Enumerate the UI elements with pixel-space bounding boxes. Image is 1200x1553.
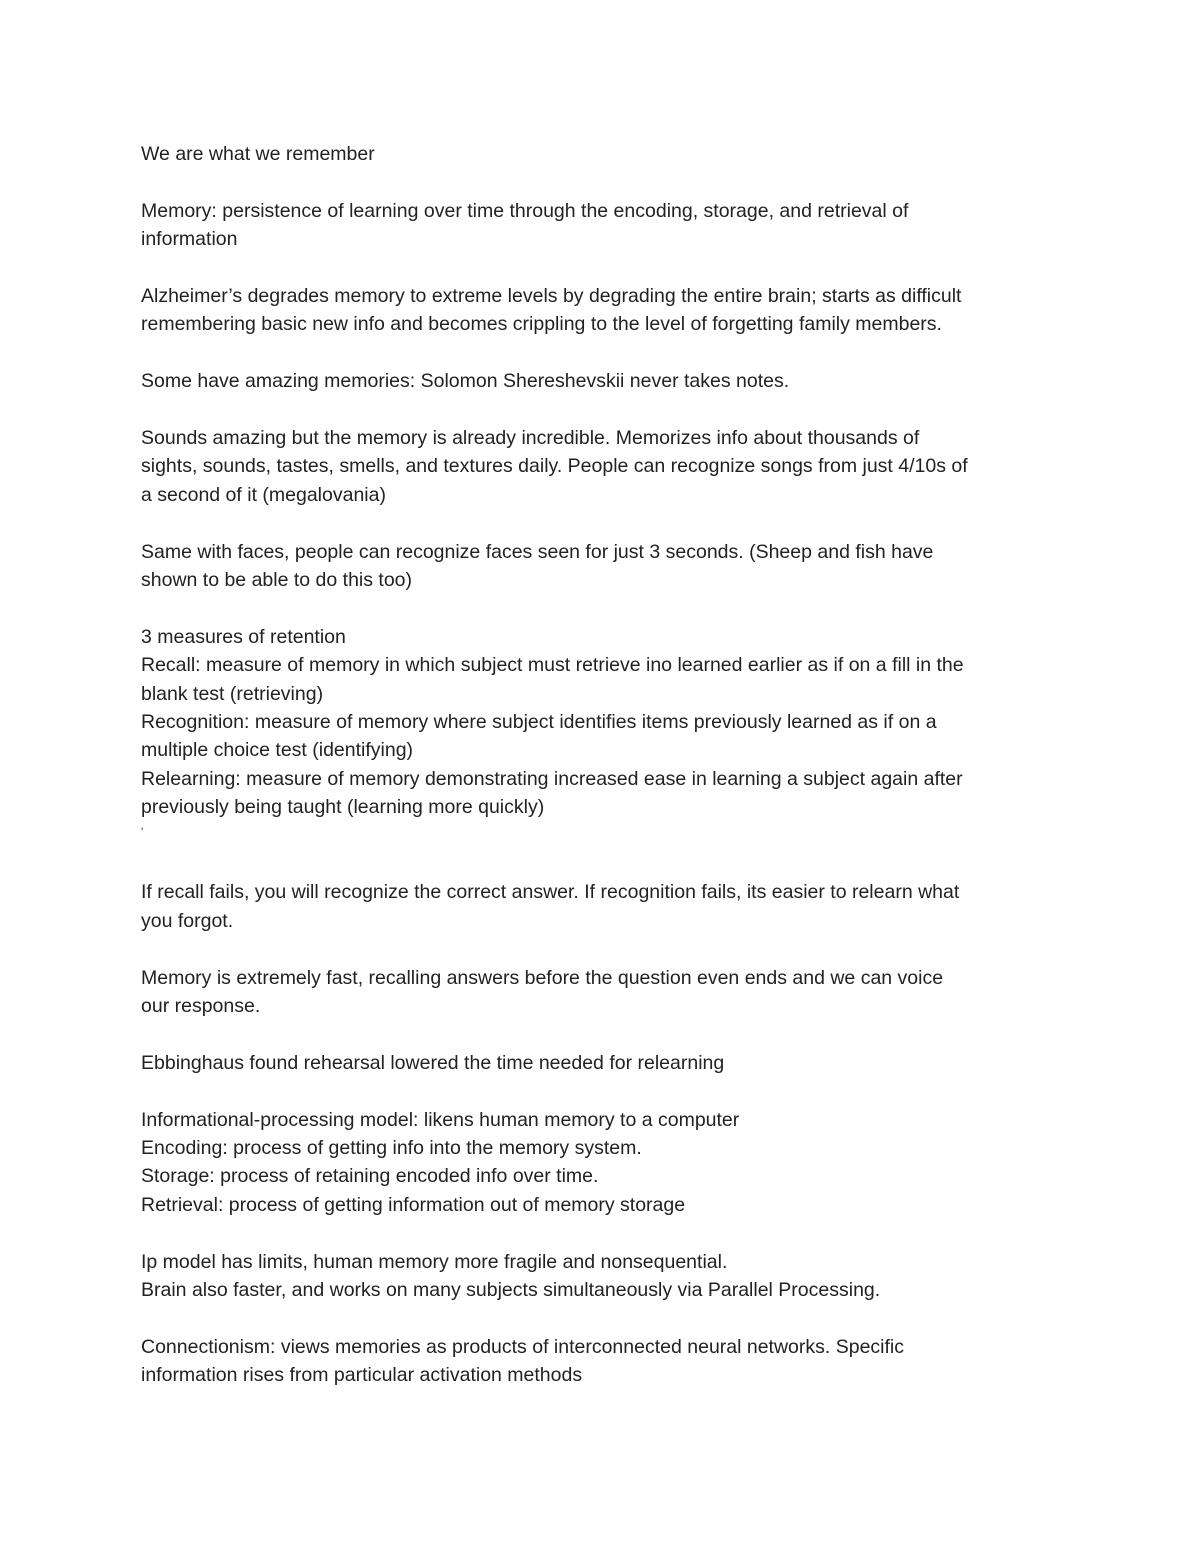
text-line: Memory: persistence of learning over time through the encoding, storage, and retrieval of [141, 199, 909, 222]
document-page [141, 140, 1066, 1418]
paragraph-ip-model-limits [141, 1248, 1066, 1305]
paragraph-memory-fast [141, 964, 1066, 1021]
paragraph-ebbinghaus [141, 1049, 1066, 1077]
stray-mark: ' [141, 824, 144, 839]
paragraph-recall-fails [141, 878, 1066, 935]
text-line: remembering basic new info and becomes crippling to the level of forgetting family members. [141, 313, 942, 336]
text-line: Recall: measure of memory in which subject must retrieve ino learned earlier as if on a fill in the [141, 654, 964, 677]
text-line: shown to be able to do this too) [141, 569, 413, 592]
text-line: Storage: process of retaining encoded info over time. [141, 1165, 599, 1188]
text-line: you forgot. [141, 909, 234, 932]
text-line: We are what we remember [141, 143, 375, 165]
text-line: Connectionism: views memories as products of interconnected neural networks. Specific [141, 1335, 905, 1358]
text-line: a second of it (megalovania) [141, 483, 386, 506]
text-line: sights, sounds, tastes, smells, and textures daily. People can recognize songs from just 4/10s of [141, 455, 968, 478]
paragraph-connectionism [141, 1333, 1066, 1390]
text-line: Encoding: process of getting info into the memory system. [141, 1137, 642, 1160]
text-line: Same with faces, people can recognize faces seen for just 3 seconds. (Sheep and fish have [141, 540, 934, 563]
text-line: our response. [141, 995, 261, 1018]
text-line: Retrieval: process of getting information out of memory storage [141, 1193, 686, 1216]
paragraph-alzheimers [141, 282, 1066, 339]
text-line: multiple choice test (identifying) [141, 739, 414, 762]
paragraph-faces [141, 538, 1066, 595]
paragraph-amazing-memories [141, 367, 1066, 395]
text-line: Memory is extremely fast, recalling answers before the question even ends and we can voice [141, 966, 944, 989]
text-line: If recall fails, you will recognize the correct answer. If recognition fails, its easier to relearn what [141, 881, 960, 904]
text-line: 3 measures of retention [141, 625, 346, 648]
text-line: Ip model has limits, human memory more fragile and nonsequential. [141, 1250, 728, 1273]
paragraph-measures-of-retention [141, 623, 1066, 850]
text-line: Alzheimer’s degrades memory to extreme levels by degrading the entire brain; starts as difficult [141, 285, 962, 307]
text-line: Recognition: measure of memory where subject identifies items previously learned as if on a [141, 711, 937, 734]
paragraph-memory-capacity [141, 424, 1066, 509]
text-line: Sounds amazing but the memory is already incredible. Memorizes info about thousands of [141, 427, 920, 449]
document-title [141, 140, 1066, 168]
paragraph-memory-definition [141, 197, 1066, 254]
paragraph-information-processing [141, 1106, 1066, 1220]
text-line: previously being taught (learning more quickly) [141, 796, 545, 819]
text-line: Informational-processing model: likens human memory to a computer [141, 1108, 740, 1131]
text-line: Ebbinghaus found rehearsal lowered the time needed for relearning [141, 1051, 725, 1074]
text-line: Some have amazing memories: Solomon Shereshevskii never takes notes. [141, 370, 790, 393]
text-line: blank test (retrieving) [141, 682, 324, 705]
text-line: information rises from particular activation methods [141, 1364, 583, 1387]
text-line: Relearning: measure of memory demonstrating increased ease in learning a subject again after [141, 767, 963, 790]
text-line: Brain also faster, and works on many subjects simultaneously via Parallel Processing. [141, 1279, 881, 1302]
text-line: information [141, 228, 238, 251]
